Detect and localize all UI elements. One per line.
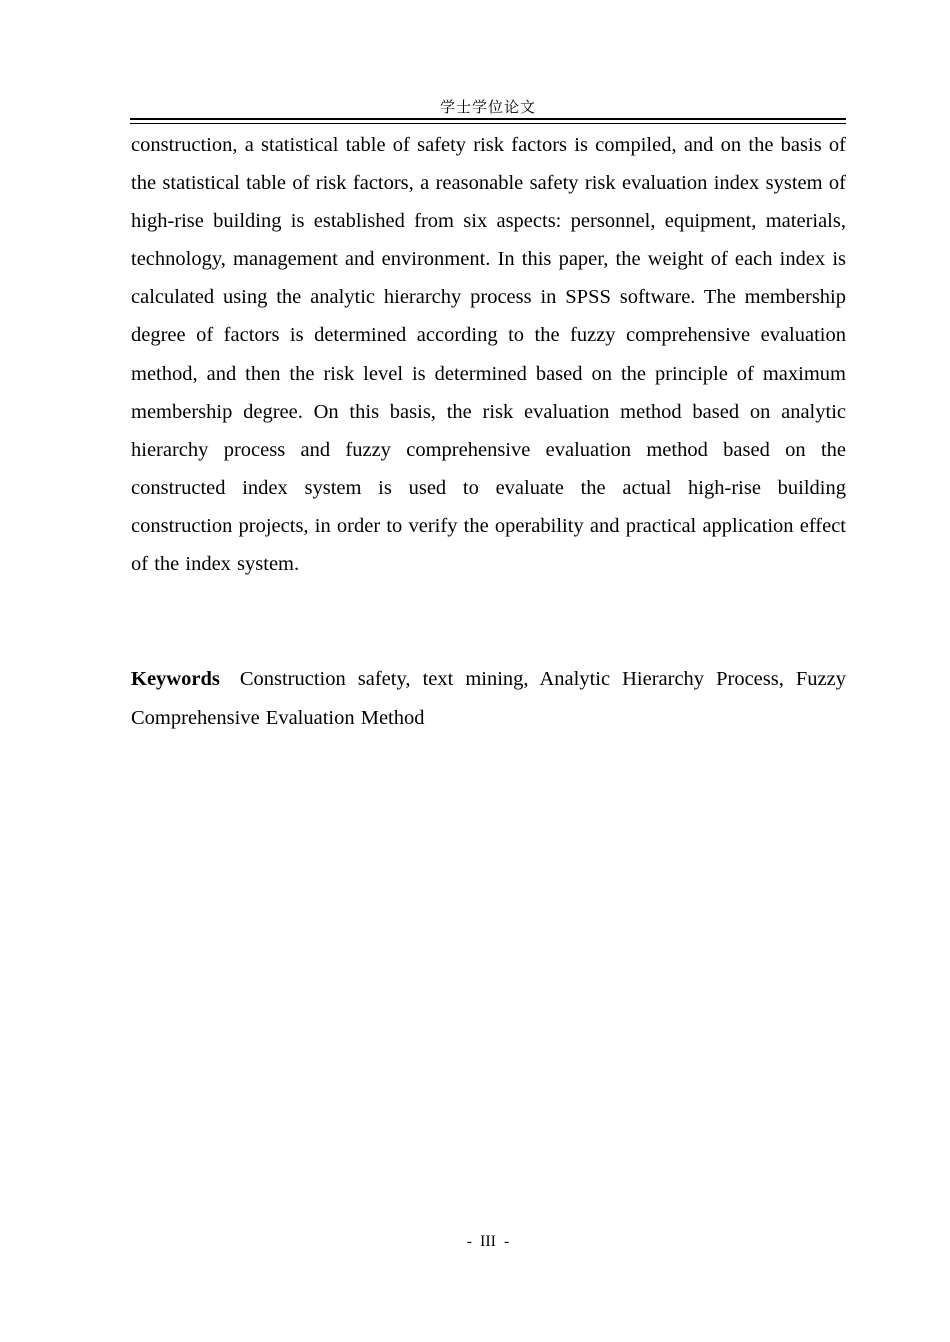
keywords-paragraph <box>131 660 846 737</box>
keywords-label: Keywords <box>131 668 220 690</box>
header-divider <box>130 118 846 124</box>
page-header-title: 学士学位论文 <box>439 100 536 116</box>
page-number: - III - <box>466 1233 510 1250</box>
abstract-paragraph: construction, a statistical table of safety risk factors is compiled, and on the basis of the statistical table of risk factors, a reasonable safety risk evaluation index system of high-rise building is established from six aspects: personnel, equipment, materials, technology, management and environment. In this paper, the weight of each index is calculated using the analytic hierarchy process in SPSS software. The membership degree of factors is determined according to the fuzzy comprehensive evaluation method, and then the risk level is determined based on the principle of maximum membership degree. On this basis, the risk evaluation method based on analytic hierarchy process and fuzzy comprehensive evaluation method based on the constructed index system is used to evaluate the actual high-rise building construction projects, in order to verify the operability and practical application effect of the index system. <box>131 134 846 576</box>
keywords-text: Construction safety, text mining, Analytic Hierarchy Process, Fuzzy Comprehensive Evaluation Method <box>131 668 846 729</box>
